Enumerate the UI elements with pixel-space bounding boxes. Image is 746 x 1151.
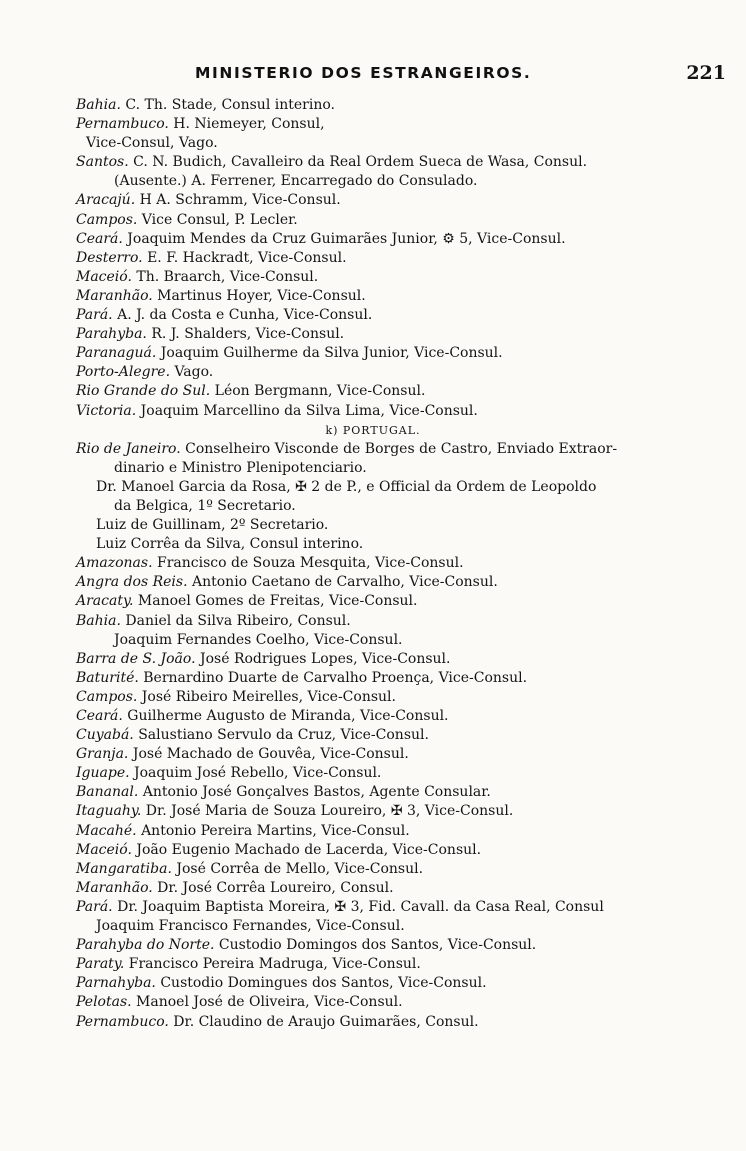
place-name: Desterro. [76,249,143,266]
entry-text: José Ribeiro Meirelles, Vice-Consul. [137,688,396,705]
place-name: Parahyba do Norte. [76,937,215,954]
list-item [0,631,746,650]
page-header [0,64,746,90]
list-item [0,459,746,478]
entry-text: A. J. da Costa e Cunha, Vice-Consul. [112,307,373,324]
entry-text: R. J. Shalders, Vice-Consul. [146,326,345,343]
entry-text: dinario e Ministro Plenipotenciario. [114,459,367,476]
entry-text: Léon Bergmann, Vice-Consul. [210,383,426,400]
list-item [0,707,746,726]
list-item [0,268,746,287]
list-item [0,363,746,382]
list-item [0,497,746,516]
entry-text: Daniel da Silva Ribeiro, Consul. [120,612,351,629]
section-heading [0,421,746,440]
list-item [0,344,746,363]
place-name: Barra de S. João. [76,650,196,667]
place-name: Pernambuco. [76,116,169,133]
list-item [0,841,746,860]
entry-text: Joaquim Guilherme da Silva Junior, Vice-Consul. [156,345,503,362]
entry-text: E. F. Hackradt, Vice-Consul. [142,249,347,266]
place-name: Cuyabá. [76,727,134,744]
list-item [0,612,746,631]
place-name: Rio Grande do Sul. [76,383,211,400]
place-name: Paraty. [76,956,125,973]
entry-text: Joaquim Marcellino da Silva Lima, Vice-Consul. [136,402,478,419]
entry-text: C. N. Budich, Cavalleiro da Real Ordem Sueca de Wasa, Consul. [128,154,588,171]
place-name: Campos. [76,211,138,228]
place-name: Bahia. [76,612,121,629]
consul-list [0,96,746,1032]
place-name: Granja. [76,746,129,763]
place-name: Victoria. [76,402,137,419]
list-item [0,802,746,821]
place-name: Parnahyba. [76,975,156,992]
list-item [0,955,746,974]
entry-text: Dr. José Corrêa Loureiro, Consul. [152,879,394,896]
list-item [0,402,746,421]
place-name: Pernambuco. [76,1013,169,1030]
place-name: Itaguahy. [76,803,142,820]
entry-text: Joaquim Francisco Fernandes, Vice-Consul. [96,918,405,935]
entry-text: Antonio Caetano de Carvalho, Vice-Consul. [187,574,498,591]
list-item [0,535,746,554]
list-item [0,783,746,802]
place-name: Pará. [76,898,113,915]
entry-text: Manoel José de Oliveira, Vice-Consul. [131,994,403,1011]
entry-text: Luiz Corrêa da Silva, Consul interino. [96,536,364,553]
list-item [0,573,746,592]
entry-text: (Ausente.) A. Ferrener, Encarregado do Consulado. [114,173,478,190]
entry-text: Guilherme Augusto de Miranda, Vice-Consul. [122,708,449,724]
place-name: Mangaratiba. [76,860,172,877]
list-item [0,688,746,707]
place-name: Pará. [76,307,113,324]
list-item [0,325,746,344]
list-item [0,726,746,745]
list-item [0,822,746,841]
entry-text: k) PORTUGAL. [325,423,421,437]
entry-text: Antonio Pereira Martins, Vice-Consul. [136,822,410,839]
list-item [0,669,746,688]
place-name: Porto-Alegre. [76,364,171,381]
entry-text: Bernardino Duarte de Carvalho Proença, Vice-Consul. [138,669,528,686]
list-item [0,191,746,210]
entry-text: Joaquim Fernandes Coelho, Vice-Consul. [114,631,403,648]
list-item [0,860,746,879]
entry-text: José Rodrigues Lopes, Vice-Consul. [195,650,451,667]
list-item [0,516,746,535]
entry-text: C. Th. Stade, Consul interino. [120,97,335,113]
place-name: Angra dos Reis. [76,574,188,591]
place-name: Bananal. [76,784,139,801]
entry-text: Dr. José Maria de Souza Loureiro, ✠ 3, Vice-Consul. [141,803,514,820]
list-item [0,153,746,172]
place-name: Macahé. [76,822,137,839]
list-item [0,993,746,1012]
list-item [0,898,746,917]
list-item [0,440,746,459]
place-name: Paranaguá. [76,345,157,362]
running-title: MINISTERIO DOS ESTRANGEIROS. [195,64,532,82]
entry-text: Conselheiro Visconde de Borges de Castro, Enviado Extraor- [180,440,618,457]
entry-text: Vice Consul, P. Lecler. [137,211,298,228]
list-item [0,211,746,230]
list-item [0,134,746,153]
list-item [0,115,746,134]
entry-text: José Corrêa de Mello, Vice-Consul. [171,860,424,877]
list-item [0,917,746,936]
place-name: Aracajú. [76,192,136,209]
entry-text: Antonio José Gonçalves Bastos, Agente Consular. [138,784,491,801]
list-item [0,249,746,268]
entry-text: H A. Schramm, Vice-Consul. [135,192,341,209]
entry-text: Dr. Joaquim Baptista Moreira, ✠ 3, Fid. Cavall. da Casa Real, Consul [112,898,604,915]
entry-text: João Eugenio Machado de Lacerda, Vice-Consul. [131,841,482,858]
place-name: Maranhão. [76,879,153,896]
list-item [0,1013,746,1032]
list-item [0,382,746,401]
list-item [0,745,746,764]
entry-text: Custodio Domingues dos Santos, Vice-Consul. [155,975,487,992]
place-name: Maceió. [76,841,132,858]
entry-text: da Belgica, 1º Secretario. [114,497,296,514]
entry-text: Luiz de Guillinam, 2º Secretario. [96,517,329,534]
place-name: Bahia. [76,97,121,113]
place-name: Rio de Janeiro. [76,440,181,457]
place-name: Parahyba. [76,326,147,343]
list-item [0,879,746,898]
place-name: Santos. [76,154,129,171]
list-item [0,478,746,497]
entry-text: Manoel Gomes de Freitas, Vice-Consul. [133,593,418,610]
entry-text: H. Niemeyer, Consul, [168,116,325,133]
list-item [0,172,746,191]
list-item [0,764,746,783]
place-name: Campos. [76,688,138,705]
entry-text: Martinus Hoyer, Vice-Consul. [152,287,366,304]
entry-text: Dr. Claudino de Araujo Guimarães, Consul. [168,1013,479,1030]
place-name: Pelotas. [76,994,132,1011]
entry-text: Custodio Domingos dos Santos, Vice-Consul. [214,937,537,954]
entry-text: Francisco de Souza Mesquita, Vice-Consul. [152,555,464,572]
entry-text: Francisco Pereira Madruga, Vice-Consul. [124,956,421,973]
entry-text: Salustiano Servulo da Cruz, Vice-Consul. [133,727,429,744]
entry-text: Vago. [170,364,214,381]
entry-text: Joaquim Mendes da Cruz Guimarães Junior, ⚙ 5, Vice-Consul. [122,230,566,247]
place-name: Baturité. [76,669,139,686]
entry-text: Vice-Consul, Vago. [86,135,218,152]
entry-text: Dr. Manoel Garcia da Rosa, ✠ 2 de P., e Official da Ordem de Leopoldo [96,478,597,495]
place-name: Iguape. [76,765,130,782]
entry-text: José Machado de Gouvêa, Vice-Consul. [128,746,409,763]
list-item [0,592,746,611]
list-item [0,306,746,325]
list-item [0,287,746,306]
entry-text: Th. Braarch, Vice-Consul. [131,268,319,285]
list-item [0,974,746,993]
list-item [0,230,746,249]
entry-text: Joaquim José Rebello, Vice-Consul. [129,765,382,782]
place-name: Ceará. [76,708,123,724]
place-name: Maceió. [76,268,132,285]
list-item [0,936,746,955]
place-name: Aracaty. [76,593,134,610]
place-name: Maranhão. [76,287,153,304]
place-name: Ceará. [76,230,123,247]
place-name: Amazonas. [76,555,153,572]
list-item [0,96,746,115]
list-item [0,554,746,573]
list-item [0,650,746,669]
page-number: 221 [686,62,726,84]
